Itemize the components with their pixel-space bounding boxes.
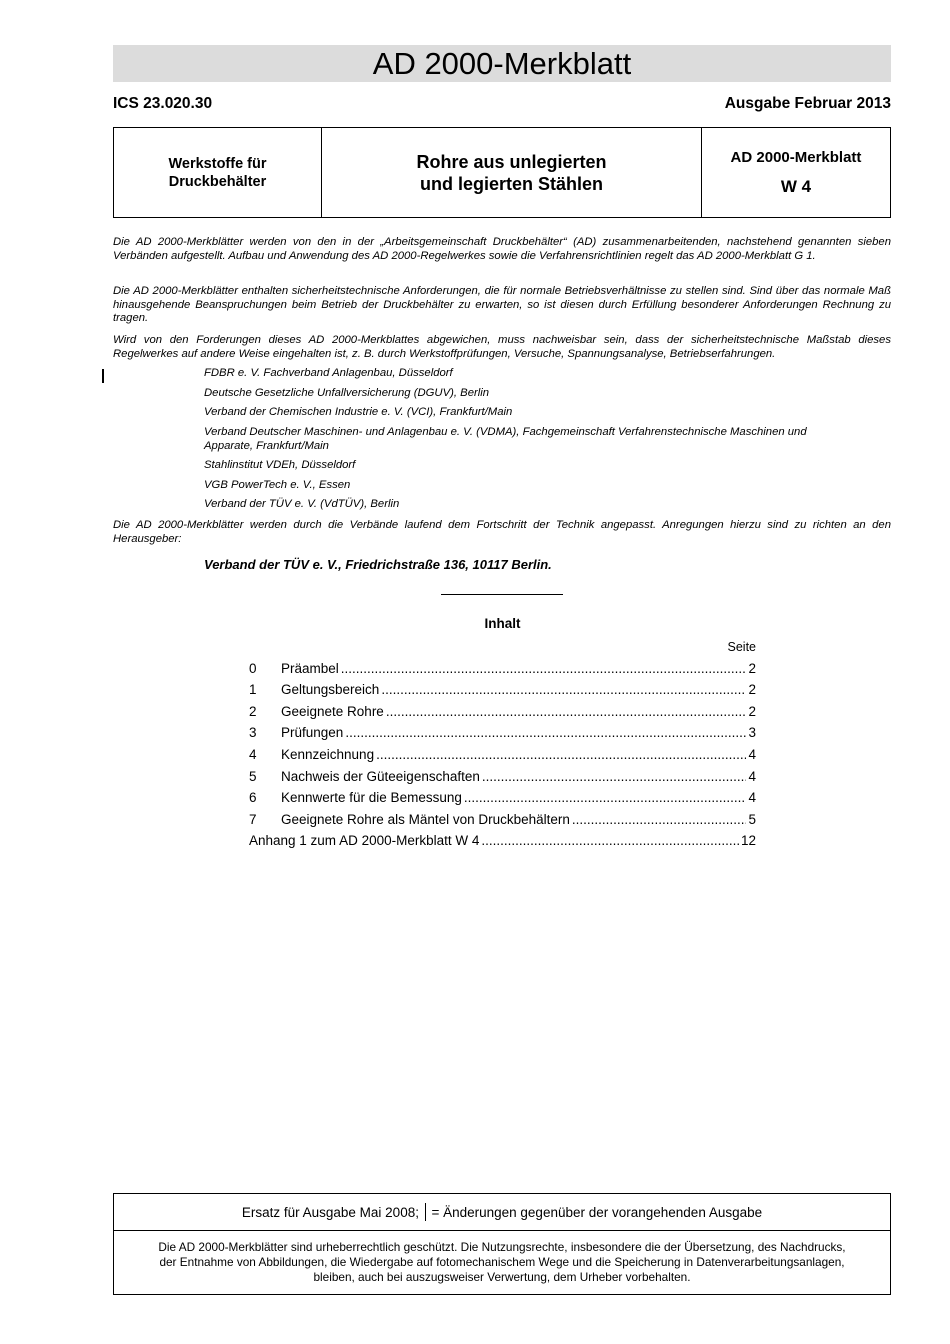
toc-entry-number: 5 — [249, 769, 257, 784]
toc-leader-dots — [376, 746, 746, 764]
header-table — [113, 127, 891, 218]
toc-leader-dots — [381, 681, 746, 699]
separator-line — [441, 594, 563, 595]
category-cell — [114, 128, 322, 217]
association-item: FDBR e. V. Fachverband Anlagenbau, Düsseldorf — [204, 367, 453, 379]
intro-paragraph-1: Die AD 2000-Merkblätter werden von den in der „Arbeitsgemeinschaft Druckbehälter“ (AD) zusammenarbeitenden, nachstehend genannten sieben Verbänden aufgestellt. Aufbau und Anwendung des AD 2000-Regelwerkes sowie die Verfahrensrichtlinien regelt das AD 2000-Merkblatt G 1. — [113, 236, 891, 262]
toc-entry-title: Prüfungen — [281, 725, 344, 740]
replacement-note: Ersatz für Ausgabe Mai 2008; — [241, 1204, 419, 1220]
sheet-label: AD 2000-Merkblatt — [730, 149, 862, 166]
association-item: Verband der Chemischen Industrie e. V. (VCI), Frankfurt/Main — [204, 406, 513, 418]
change-marker — [102, 369, 104, 383]
toc-leader-dots — [345, 724, 746, 742]
toc-entry-title: Nachweis der Güteeigenschaften — [281, 769, 480, 784]
toc-leader-dots — [482, 768, 747, 786]
toc-entry-title: Kennwerte für die Bemessung — [281, 790, 462, 805]
document-title: AD 2000-Merkblatt — [113, 45, 891, 82]
toc-annex-page: 12 — [740, 833, 756, 848]
subject-line-1: Rohre aus unlegierten — [416, 151, 607, 172]
toc-entry-number: 4 — [249, 747, 257, 762]
intro-paragraph-3: Wird von den Forderungen dieses AD 2000-Merkblattes abgewichen, muss nachweisbar sein, dass der sicherheitstechnische Maßstab dieses Regelwerkes auf andere Weise eingehalten ist, z. B. durch Werkstoffprüfungen, Versuche, Spannungsanalyse, Betriebserfahrungen. — [113, 334, 891, 360]
footer-edition-row — [114, 1194, 890, 1231]
toc-entry[interactable] — [249, 681, 756, 699]
toc-entry-title: Geltungsbereich — [281, 682, 380, 697]
toc-heading: Inhalt — [484, 616, 521, 631]
intro-paragraph-4: Die AD 2000-Merkblätter werden durch die Verbände laufend dem Fortschritt der Technik angepasst. Anregungen hierzu sind zu richten an den Herausgeber: — [113, 519, 891, 545]
toc-entry-page: 4 — [748, 769, 756, 784]
publisher-address: Verband der TÜV e. V., Friedrichstraße 136, 10117 Berlin. — [204, 557, 552, 572]
toc-entry[interactable] — [249, 660, 756, 678]
association-item: Verband der TÜV e. V. (VdTÜV), Berlin — [204, 498, 400, 510]
subject-line-2: und legierten Stählen — [419, 173, 604, 194]
toc-entry[interactable] — [249, 811, 756, 829]
footer-box — [113, 1193, 891, 1295]
association-item: Stahlinstitut VDEh, Düsseldorf — [204, 459, 356, 471]
toc-entry-title: Präambel — [281, 661, 339, 676]
changes-note: = Änderungen gegenüber der vorangehenden Ausgabe — [431, 1204, 763, 1220]
toc-leader-dots — [572, 811, 747, 829]
association-item: Verband Deutscher Maschinen- und Anlagenbau e. V. (VDMA), Fachgemeinschaft Verfahrenstechnische Maschinen und Apparate, Frankfurt/Main — [204, 426, 807, 452]
toc-entry-title: Kennzeichnung — [281, 747, 375, 762]
change-marker-legend — [425, 1203, 427, 1221]
toc-entry-page: 2 — [748, 682, 756, 697]
toc-entry-page: 2 — [748, 661, 756, 676]
toc-entry-title: Geeignete Rohre — [281, 704, 384, 719]
category-line-2: Druckbehälter — [168, 173, 267, 190]
association-item: Deutsche Gesetzliche Unfallversicherung (DGUV), Berlin — [204, 387, 490, 399]
toc-entry-page: 2 — [748, 704, 756, 719]
category-line-1: Werkstoffe für — [168, 155, 267, 172]
toc-entry[interactable] — [249, 703, 756, 721]
toc-entry-page: 4 — [748, 790, 756, 805]
toc-annex-entry[interactable] — [249, 832, 756, 850]
toc-leader-dots — [481, 832, 739, 850]
sheet-code: W 4 — [780, 177, 812, 196]
toc-entry[interactable] — [249, 724, 756, 742]
toc-entry[interactable] — [249, 746, 756, 764]
toc-entry-number: 2 — [249, 704, 257, 719]
toc-page-label: Seite — [727, 640, 756, 654]
ics-code: ICS 23.020.30 — [113, 95, 213, 112]
toc-entry-page: 5 — [748, 812, 756, 827]
intro-paragraph-2: Die AD 2000-Merkblätter enthalten sicherheitstechnische Anforderungen, die für normale Betriebsverhältnisse zu stellen sind. Sind über das normale Maß hinausgehende Beanspruchungen beim Betrieb der Druckbehälter zu erwarten, so ist diesen durch Erfüllung besonderer Anforderungen Rechnung zu tragen. — [113, 285, 891, 325]
copyright-line-2: der Entnahme von Abbildungen, die Wiedergabe auf fotomechanischem Wege und die Speicherung in Datenverarbeitungsanlagen, — [159, 1255, 845, 1269]
association-item: VGB PowerTech e. V., Essen — [204, 479, 351, 491]
copyright-notice — [114, 1231, 890, 1285]
toc-entry-number: 3 — [249, 725, 257, 740]
toc-entry-number: 0 — [249, 661, 257, 676]
subject-cell — [322, 128, 702, 217]
toc-leader-dots — [464, 789, 747, 807]
copyright-line-1: Die AD 2000-Merkblätter sind urheberrechtlich geschützt. Die Nutzungsrechte, insbesondere die der Übersetzung, des Nachdrucks, — [158, 1240, 846, 1254]
toc-leader-dots — [341, 660, 747, 678]
edition-date: Ausgabe Februar 2013 — [724, 95, 891, 112]
toc-entry-page: 3 — [748, 725, 756, 740]
toc-entry-title: Geeignete Rohre als Mäntel von Druckbehältern — [281, 812, 570, 827]
toc-leader-dots — [386, 703, 747, 721]
toc-entry-number: 1 — [249, 682, 257, 697]
toc-entry[interactable] — [249, 789, 756, 807]
toc-annex-title: Anhang 1 zum AD 2000-Merkblatt W 4 — [249, 833, 480, 848]
sheet-cell — [702, 128, 890, 217]
toc-entry-number: 6 — [249, 790, 257, 805]
copyright-line-3: bleiben, auch bei auszugsweiser Verwertung, dem Urheber vorbehalten. — [313, 1270, 691, 1284]
toc-entry[interactable] — [249, 768, 756, 786]
toc-entry-page: 4 — [748, 747, 756, 762]
toc-entry-number: 7 — [249, 812, 257, 827]
